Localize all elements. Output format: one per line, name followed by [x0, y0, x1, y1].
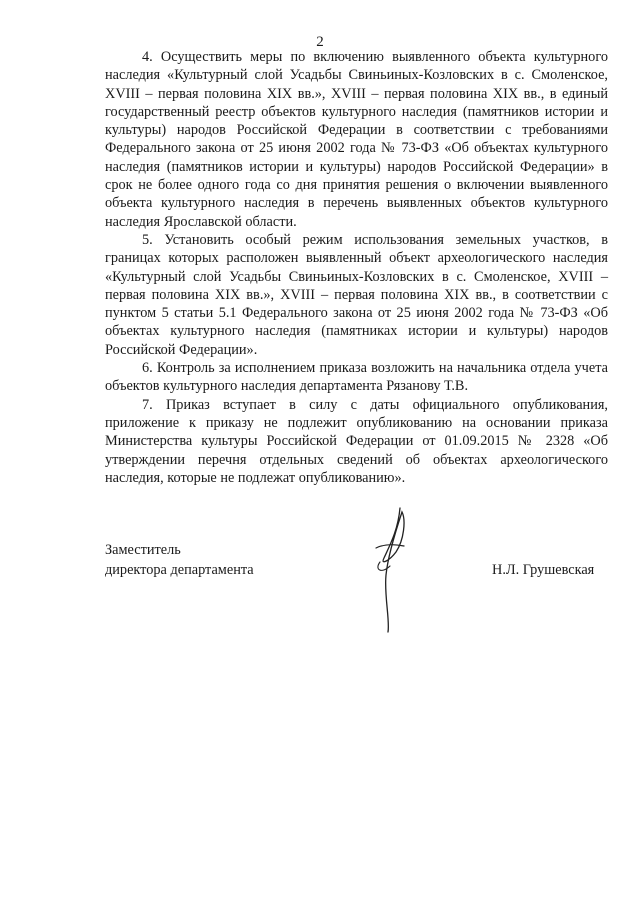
signatory-title-line2: директора департамента [105, 562, 254, 578]
handwritten-signature [360, 500, 430, 640]
page-number: 2 [316, 34, 324, 50]
signatory-title [105, 540, 254, 580]
paragraph-5: 5. Установить особый режим использования земельных участков, в границах которых расположен выявленный объект археологического наследия «Культурный слой Усадьбы Свиньиных-Козловских в с. Смоленское, XVIII – первая половина XIX вв.», XVIII – первая половина XIX вв., в соответствии с пунктом 5 статьи 5.1 Федерального закона от 25 июня 2002 года № 73-ФЗ «Об объектах культурного наследия (памятниках истории и культуры) народов Российской Федерации». [105, 231, 608, 358]
document-body [105, 48, 608, 487]
paragraph-4: 4. Осуществить меры по включению выявленного объекта культурного наследия «Культурный слой Усадьбы Свиньиных-Козловских в с. Смоленское, XVIII – первая половина XIX вв.», XVIII – первая половина XIX вв., в единый государственный реестр объектов культурного наследия (памятников истории и культуры) народов Российской Федерации в соответствии с требованиями Федерального закона от 25 июня 2002 года № 73-ФЗ «Об объектах культурного наследия (памятников истории и культуры) народов Российской Федерации» в срок не более одного года со дня принятия решения о включении выявленного объекта культурного наследия в перечень выявленных объектов культурного наследия Ярославской области. [105, 49, 608, 230]
paragraph-7: 7. Приказ вступает в силу с даты официального опубликования, приложение к приказу не подлежит опубликованию на основании приказа Министерства культуры Российской Федерации от 01.09.2015 № 2328 «Об утверждении перечня отдельных сведений об объектах археологического наследия, которые не подлежат опубликованию». [105, 396, 608, 486]
paragraph-6: 6. Контроль за исполнением приказа возложить на начальника отдела учета объектов культурного наследия департамента Рязанову Т.В. [105, 360, 608, 395]
signatory-title-line1: Заместитель [105, 542, 181, 558]
signatory-name: Н.Л. Грушевская [492, 562, 595, 578]
